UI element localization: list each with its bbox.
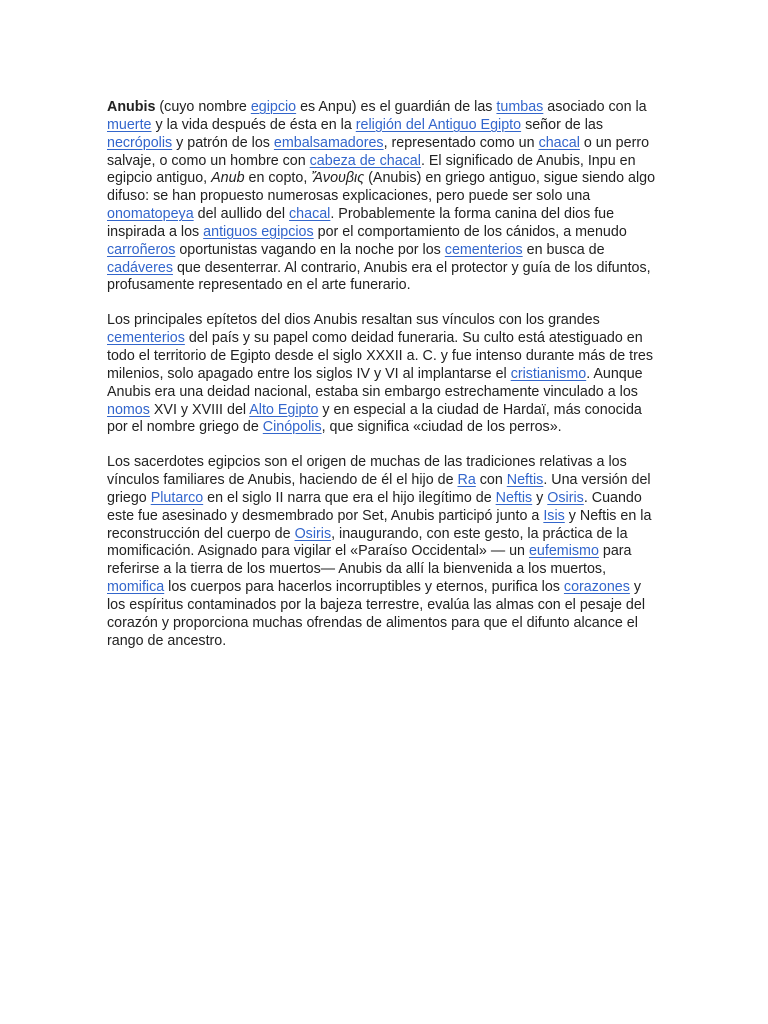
body-text: (cuyo nombre (155, 99, 251, 115)
wiki-link[interactable]: carroñeros (107, 241, 176, 258)
body-text: para referirse a la tierra de los muertos— Anubis da allí la bienvenida a los muertos, (107, 543, 632, 578)
wiki-link[interactable]: Alto Egipto (249, 401, 319, 418)
wiki-link[interactable]: cadáveres (107, 259, 173, 276)
body-text: , inaugurando, con este gesto, la práctica de la momificación. Asignado para vigilar el «Paraíso Occidental» — un (107, 525, 628, 560)
body-text: en el siglo II narra que era el hijo ilegítimo de (203, 489, 496, 506)
body-text: . Aunque Anubis era una deidad nacional, estaba sin embargo estrechamente vinculado a los (107, 365, 643, 400)
body-text: con (475, 472, 507, 489)
wiki-link[interactable]: Ra (457, 472, 476, 489)
body-text: y patrón de los (172, 134, 274, 151)
wiki-link[interactable]: cementerios (107, 330, 185, 347)
wiki-link[interactable]: Isis (543, 507, 565, 524)
wiki-link[interactable]: eufemismo (528, 543, 599, 560)
body-text: XVI y XVIII del (149, 401, 250, 418)
wiki-link[interactable]: chacal (289, 206, 331, 223)
wiki-link[interactable]: onomatopeya (107, 206, 194, 223)
body-text: y (532, 489, 548, 506)
body-text: y los espíritus contaminados por la bajeza terrestre, evalúa las almas con el pesaje del corazón y proporciona muchas ofrendas de alimentos para que el difunto alcance el rango de ancestro. (107, 579, 646, 649)
wiki-link[interactable]: cementerios (444, 241, 523, 258)
body-text: es Anpu) es el guardián de las (296, 99, 497, 115)
wiki-link[interactable]: egipcio (250, 99, 297, 115)
body-text: o un perro salvaje, o como un hombre con (107, 134, 650, 169)
wiki-link[interactable]: Osiris (294, 525, 332, 542)
wiki-link[interactable]: Plutarco (150, 489, 204, 506)
wiki-link[interactable]: muerte (107, 116, 152, 133)
wiki-link[interactable]: necrópolis (107, 134, 173, 151)
wiki-link[interactable]: cabeza de chacal (309, 152, 421, 169)
wiki-link[interactable]: nomos (107, 401, 150, 418)
body-text: , representado como un (383, 134, 539, 151)
body-text: por el comportamiento de los cánidos, a menudo (313, 223, 627, 240)
body-text: y la vida después de ésta en la (151, 116, 356, 133)
paragraph (107, 99, 663, 295)
body-text: oportunistas vagando en la noche por los (175, 241, 445, 258)
body-text: en copto, (244, 170, 312, 187)
body-text: Los principales epítetos del dios Anubis resaltan sus vínculos con los grandes (107, 312, 600, 329)
wiki-link[interactable]: Neftis (506, 472, 544, 489)
body-text: asociado con la (543, 99, 647, 115)
wiki-link[interactable]: Cinópolis (262, 419, 322, 436)
wiki-link[interactable]: religión del Antiguo Egipto (355, 116, 522, 133)
body-text: . Una versión del griego (107, 472, 651, 506)
wiki-link[interactable]: antiguos egipcios (203, 223, 314, 240)
wiki-link[interactable]: momifica (107, 579, 165, 596)
body-text: , que significa «ciudad de los perros». (321, 419, 562, 436)
body-text: en busca de (522, 241, 605, 258)
wiki-link[interactable]: cristianismo (510, 365, 587, 382)
body-text: . Cuando este fue asesinado y desmembrado por Set, Anubis participó junto a (107, 489, 642, 524)
body-text: (Anubis) en griego antiguo, sigue siendo algo difuso: se han propuesto numerosas explicaciones, pero puede ser solo una (107, 170, 656, 205)
paragraph (107, 454, 663, 650)
paragraph (107, 312, 663, 437)
body-text: . Probablemente la forma canina del dios fue inspirada a los (107, 206, 615, 240)
body-text: . El significado de Anubis, Inpu en egipcio antiguo, (107, 152, 636, 187)
body-text: y en especial a la ciudad de Hardaï, más conocida por el nombre griego de (107, 401, 642, 436)
body-text: los cuerpos para hacerlos incorruptibles y eternos, purifica los (164, 579, 564, 596)
body-text: señor de las (521, 116, 603, 133)
article-body (107, 99, 663, 667)
italic-text: Anub (211, 170, 245, 187)
body-text: del país y su papel como deidad funeraria. Su culto está atestiguado en todo el territorio de Egipto desde el siglo XXXII a. C. y fue intenso durante más de tres milenios, solo apagado entre los siglos IV y VI al implantarse el (107, 330, 653, 382)
body-text: y Neftis en la reconstrucción del cuerpo de (107, 507, 652, 542)
bold-text: Anubis (107, 99, 156, 115)
wiki-link[interactable]: embalsamadores (273, 134, 384, 151)
body-text: Los sacerdotes egipcios son el origen de muchas de las tradiciones relativas a los vínculos familiares de Anubis, haciendo de él el hijo de (107, 454, 627, 489)
body-text: que desenterrar. Al contrario, Anubis era el protector y guía de los difuntos, profusamente representado en el arte funerario. (107, 259, 651, 294)
wiki-link[interactable]: Neftis (495, 489, 533, 506)
wiki-link[interactable]: chacal (538, 134, 580, 151)
wiki-link[interactable]: tumbas (496, 99, 544, 115)
body-text: del aullido del (193, 206, 290, 223)
wiki-link[interactable]: corazones (563, 579, 630, 596)
italic-text: Ἄνουβις (311, 170, 365, 187)
wiki-link[interactable]: Osiris (547, 489, 584, 506)
